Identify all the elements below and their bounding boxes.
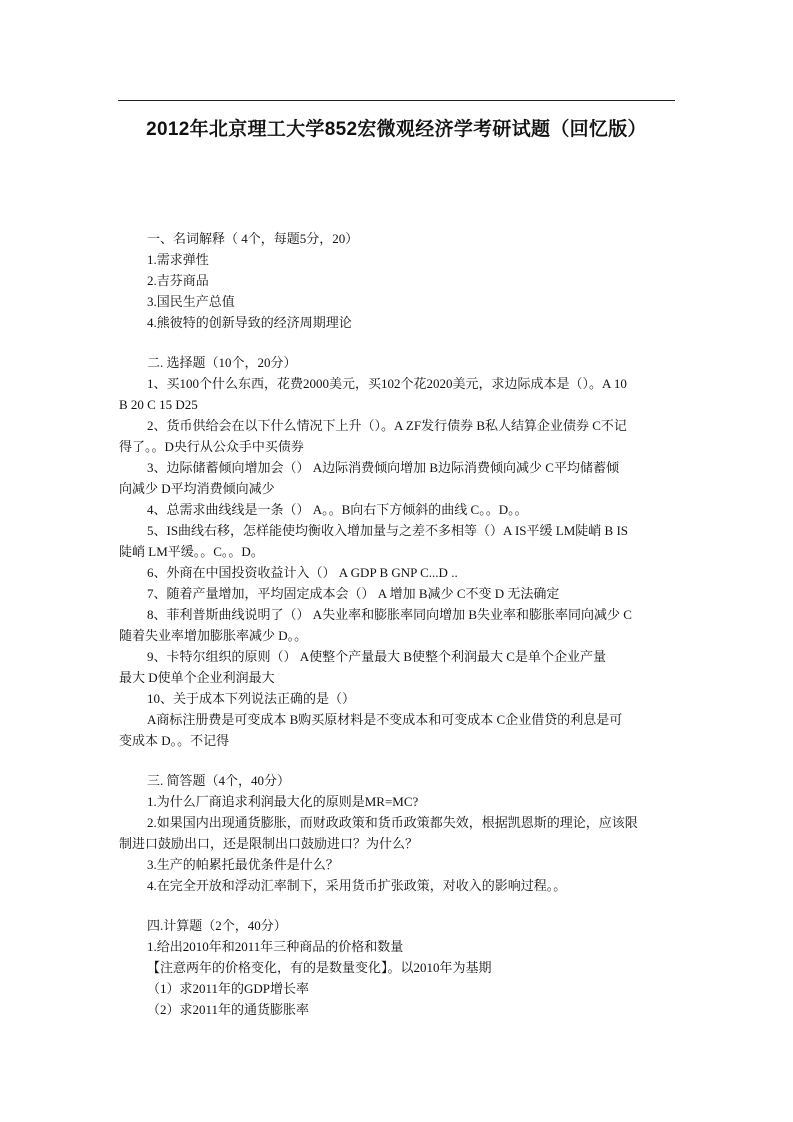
question-line: 1.给出2010年和2011年三种商品的价格和数量	[147, 939, 404, 954]
question-line: 制进口鼓励出口，还是限制出口鼓励进口？为什么？	[119, 836, 419, 851]
question-line: 得了。。D央行从公众手中买债券	[119, 439, 304, 454]
document-body	[119, 228, 679, 1039]
section-heading: 三. 简答题（4个，40分）	[147, 773, 291, 788]
question-line: 2.吉芬商品	[147, 273, 209, 288]
question-line: 8、菲利普斯曲线说明了（） A失业率和膨胀率同向增加 B失业率和膨胀率同向减少 C	[147, 607, 632, 622]
question-line: 2.如果国内出现通货膨胀，而财政政策和货币政策都失效，根据凯恩斯的理论，应该限	[147, 815, 638, 830]
section	[119, 770, 679, 896]
question-line: 2、货币供给会在以下什么情况下上升（）。A ZF发行债券 B私人结算企业债券 C不记	[147, 418, 627, 433]
question-line: 1、买100个什么东西，花费2000美元，买102个花2020美元，求边际成本是（）。A 10	[147, 376, 627, 391]
question-line: 5、IS曲线右移，怎样能使均衡收入增加量与之差不多相等（）A IS平缓 LM陡峭 B IS	[147, 523, 629, 538]
question-line: 3、边际储蓄倾向增加会（） A边际消费倾向增加 B边际消费倾向减少 C平均储蓄倾	[147, 460, 619, 475]
section	[119, 352, 679, 751]
question-line: 变成本 D。。不记得	[119, 733, 230, 748]
section-heading: 二. 选择题（10个，20分）	[147, 355, 297, 370]
section-heading: 一、名词解释（ 4个，每题5分，20）	[147, 231, 359, 246]
question-line: B 20 C 15 D25	[119, 397, 198, 412]
question-line: 4.在完全开放和浮动汇率制下，采用货币扩张政策，对收入的影响过程。。	[147, 878, 567, 893]
question-line: 3.国民生产总值	[147, 294, 235, 309]
question-line: 3.生产的帕累托最优条件是什么？	[147, 857, 339, 872]
header-rule	[118, 100, 675, 101]
section-heading: 四.计算题（2个，40分）	[147, 918, 287, 933]
question-line: 【注意两年的价格变化，有的是数量变化】。以2010年为基期	[147, 960, 492, 975]
question-line: 向减少 D平均消费倾向减少	[119, 481, 275, 496]
document-title: 2012年北京理工大学852宏微观经济学考研试题（回忆版）	[146, 119, 647, 140]
question-line: 1.为什么厂商追求利润最大化的原则是MR=MC?	[147, 794, 419, 809]
question-line: （1）求2011年的GDP增长率	[147, 981, 310, 996]
question-line: 6、外商在中国投资收益计入（） A GDP B GNP C...D ..	[147, 565, 458, 580]
question-line: 4、总需求曲线线是一条（） A。。B向右下方倾斜的曲线 C。。D。。	[147, 502, 528, 517]
question-line: （2）求2011年的通货膨胀率	[147, 1002, 310, 1017]
question-line: 最大 D使单个企业利润最大	[119, 670, 275, 685]
question-line: 7、随着产量增加，平均固定成本会（） A 增加 B减少 C不变 D 无法确定	[147, 586, 560, 601]
question-line: 陡峭 LM平缓。。C。。D。	[119, 544, 264, 559]
question-line: 9、卡特尔组织的原则（） A使整个产量最大 B使整个利润最大 C是单个企业产量	[147, 649, 606, 664]
question-line: 1.需求弹性	[147, 252, 209, 267]
question-line: 4.熊彼特的创新导致的经济周期理论	[147, 315, 352, 330]
question-line: 10、关于成本下列说法正确的是（）	[147, 691, 356, 706]
question-line: A商标注册费是可变成本 B购买原材料是不变成本和可变成本 C企业借贷的利息是可	[147, 712, 623, 727]
section	[119, 915, 679, 1020]
section	[119, 228, 679, 333]
question-line: 随着失业率增加膨胀率减少 D。。	[119, 628, 308, 643]
